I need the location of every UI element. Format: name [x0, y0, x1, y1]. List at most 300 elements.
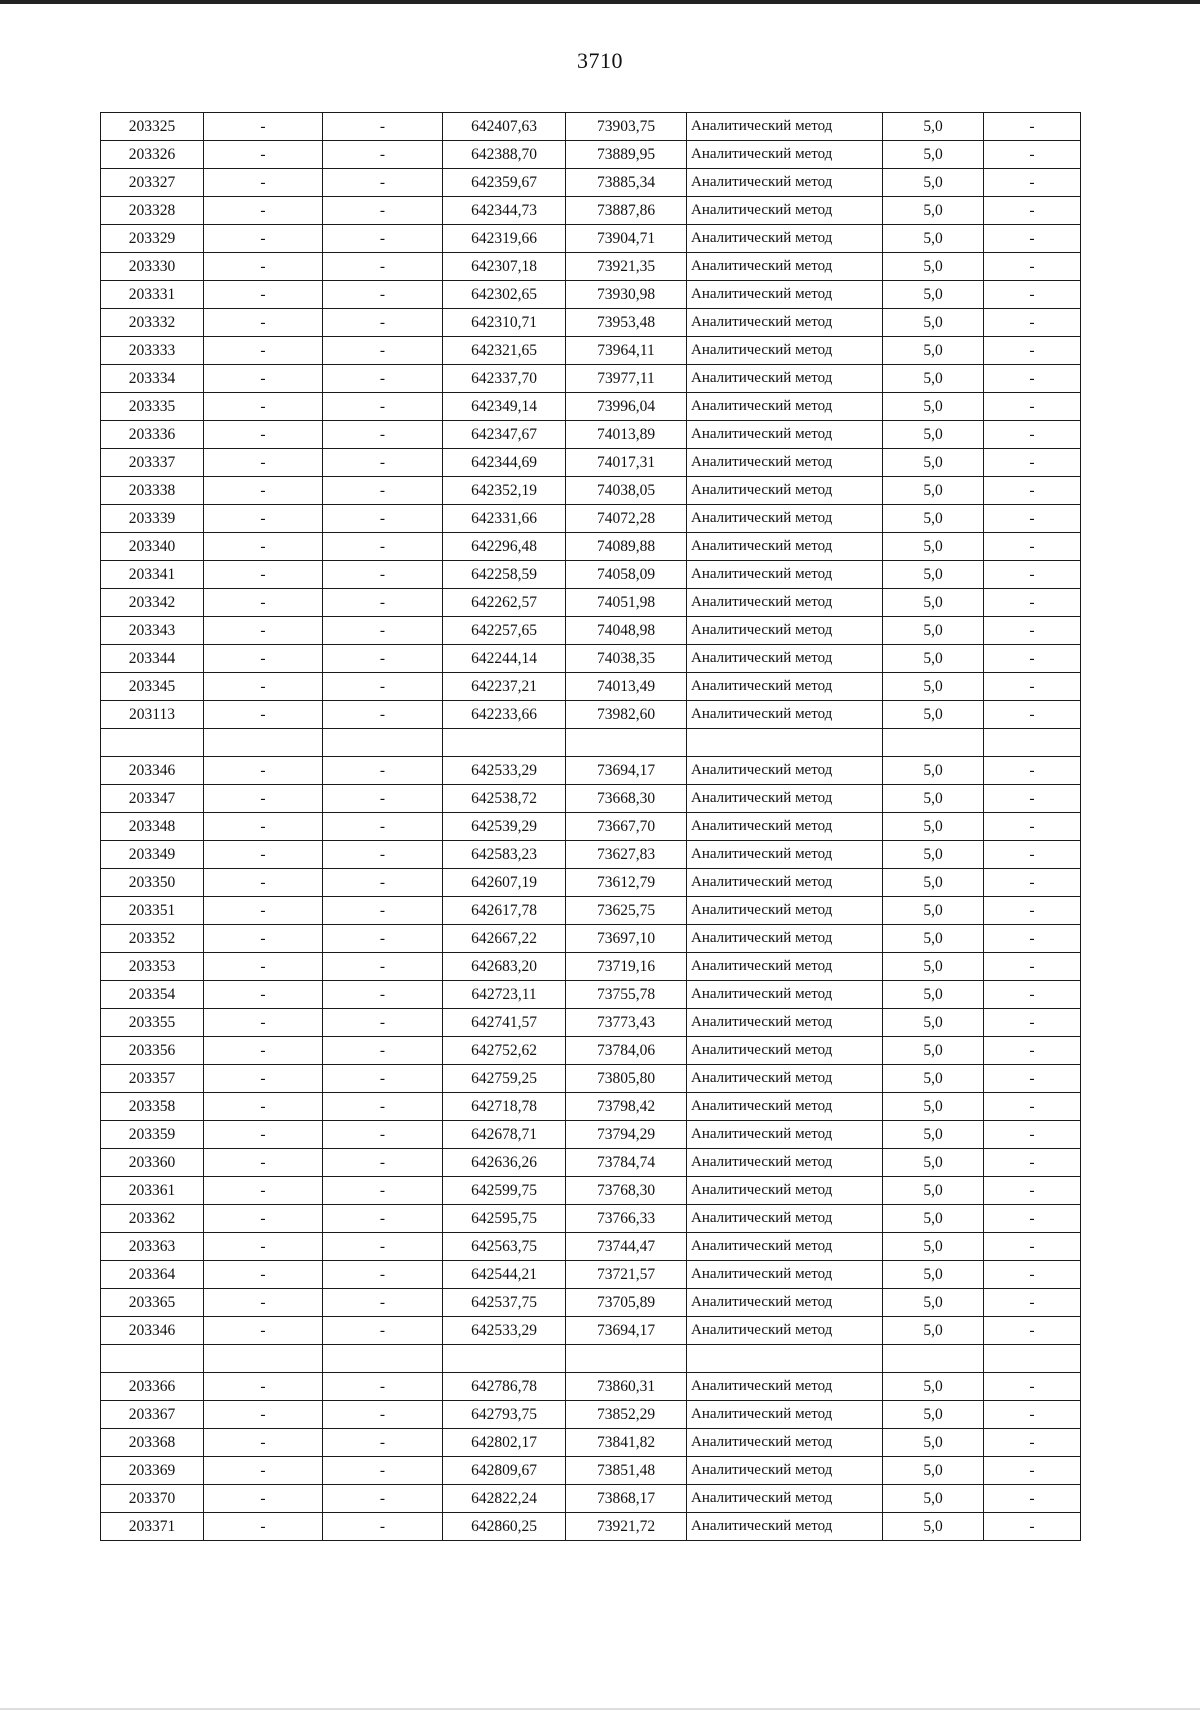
empty-value-cell: - — [323, 309, 443, 337]
empty-value-cell: - — [204, 309, 323, 337]
y-coordinate-cell: 73705,89 — [566, 1289, 687, 1317]
table-row — [101, 169, 1081, 197]
empty-value-cell: - — [323, 225, 443, 253]
x-coordinate-cell: 642319,66 — [443, 225, 566, 253]
precision-cell: 5,0 — [883, 645, 984, 673]
point-id-cell: 203350 — [101, 869, 204, 897]
point-id-cell: 203339 — [101, 505, 204, 533]
y-coordinate-cell: 73612,79 — [566, 869, 687, 897]
table-row — [101, 1177, 1081, 1205]
table-row — [101, 1121, 1081, 1149]
empty-value-cell: - — [984, 505, 1081, 533]
method-cell: Аналитический метод — [687, 337, 883, 365]
point-id-cell: 203113 — [101, 701, 204, 729]
precision-cell: 5,0 — [883, 589, 984, 617]
empty-value-cell: - — [204, 197, 323, 225]
method-cell: Аналитический метод — [687, 253, 883, 281]
method-cell: Аналитический метод — [687, 1093, 883, 1121]
empty-value-cell: - — [984, 869, 1081, 897]
y-coordinate-cell: 73694,17 — [566, 1317, 687, 1345]
empty-value-cell: - — [323, 141, 443, 169]
x-coordinate-cell: 642310,71 — [443, 309, 566, 337]
x-coordinate-cell: 642344,73 — [443, 197, 566, 225]
empty-value-cell: - — [204, 1177, 323, 1205]
precision-cell: 5,0 — [883, 757, 984, 785]
empty-value-cell: - — [323, 253, 443, 281]
precision-cell: 5,0 — [883, 281, 984, 309]
blank-cell — [204, 729, 323, 757]
empty-value-cell: - — [984, 589, 1081, 617]
point-id-cell: 203343 — [101, 617, 204, 645]
empty-value-cell: - — [323, 1289, 443, 1317]
empty-value-cell: - — [204, 505, 323, 533]
y-coordinate-cell: 74058,09 — [566, 561, 687, 589]
empty-value-cell: - — [204, 1457, 323, 1485]
empty-value-cell: - — [984, 1093, 1081, 1121]
precision-cell: 5,0 — [883, 701, 984, 729]
table-row — [101, 1317, 1081, 1345]
x-coordinate-cell: 642759,25 — [443, 1065, 566, 1093]
point-id-cell: 203342 — [101, 589, 204, 617]
method-cell: Аналитический метод — [687, 1121, 883, 1149]
point-id-cell: 203334 — [101, 365, 204, 393]
y-coordinate-cell: 73721,57 — [566, 1261, 687, 1289]
x-coordinate-cell: 642337,70 — [443, 365, 566, 393]
empty-value-cell: - — [204, 645, 323, 673]
y-coordinate-cell: 73921,35 — [566, 253, 687, 281]
precision-cell: 5,0 — [883, 309, 984, 337]
method-cell: Аналитический метод — [687, 981, 883, 1009]
method-cell: Аналитический метод — [687, 169, 883, 197]
precision-cell: 5,0 — [883, 1177, 984, 1205]
empty-value-cell: - — [204, 953, 323, 981]
empty-value-cell: - — [984, 281, 1081, 309]
x-coordinate-cell: 642537,75 — [443, 1289, 566, 1317]
empty-value-cell: - — [323, 785, 443, 813]
y-coordinate-cell: 73982,60 — [566, 701, 687, 729]
empty-value-cell: - — [984, 757, 1081, 785]
method-cell: Аналитический метод — [687, 1401, 883, 1429]
empty-value-cell: - — [204, 673, 323, 701]
bottom-scan-edge — [0, 1708, 1200, 1710]
empty-value-cell: - — [323, 925, 443, 953]
point-id-cell: 203362 — [101, 1205, 204, 1233]
point-id-cell: 203371 — [101, 1513, 204, 1541]
y-coordinate-cell: 73860,31 — [566, 1373, 687, 1401]
method-cell: Аналитический метод — [687, 197, 883, 225]
coordinates-table — [100, 112, 1081, 1541]
table-row — [101, 1093, 1081, 1121]
method-cell: Аналитический метод — [687, 393, 883, 421]
empty-value-cell: - — [984, 1037, 1081, 1065]
empty-value-cell: - — [323, 813, 443, 841]
empty-value-cell: - — [323, 477, 443, 505]
precision-cell: 5,0 — [883, 1261, 984, 1289]
x-coordinate-cell: 642533,29 — [443, 1317, 566, 1345]
y-coordinate-cell: 74051,98 — [566, 589, 687, 617]
precision-cell: 5,0 — [883, 1289, 984, 1317]
method-cell: Аналитический метод — [687, 141, 883, 169]
point-id-cell: 203333 — [101, 337, 204, 365]
blank-cell — [204, 1345, 323, 1373]
x-coordinate-cell: 642302,65 — [443, 281, 566, 309]
empty-value-cell: - — [984, 1121, 1081, 1149]
x-coordinate-cell: 642539,29 — [443, 813, 566, 841]
empty-value-cell: - — [204, 841, 323, 869]
blank-cell — [323, 1345, 443, 1373]
empty-value-cell: - — [984, 897, 1081, 925]
precision-cell: 5,0 — [883, 1149, 984, 1177]
empty-value-cell: - — [204, 1093, 323, 1121]
y-coordinate-cell: 73964,11 — [566, 337, 687, 365]
precision-cell: 5,0 — [883, 1401, 984, 1429]
table-row — [101, 785, 1081, 813]
empty-value-cell: - — [323, 505, 443, 533]
method-cell: Аналитический метод — [687, 477, 883, 505]
method-cell: Аналитический метод — [687, 1205, 883, 1233]
empty-value-cell: - — [984, 169, 1081, 197]
empty-value-cell: - — [323, 1485, 443, 1513]
point-id-cell: 203349 — [101, 841, 204, 869]
x-coordinate-cell: 642258,59 — [443, 561, 566, 589]
empty-value-cell: - — [204, 925, 323, 953]
point-id-cell: 203365 — [101, 1289, 204, 1317]
precision-cell: 5,0 — [883, 813, 984, 841]
empty-value-cell: - — [984, 113, 1081, 141]
method-cell: Аналитический метод — [687, 673, 883, 701]
empty-value-cell: - — [323, 897, 443, 925]
empty-value-cell: - — [323, 1373, 443, 1401]
empty-value-cell: - — [984, 1457, 1081, 1485]
point-id-cell: 203356 — [101, 1037, 204, 1065]
precision-cell: 5,0 — [883, 393, 984, 421]
method-cell: Аналитический метод — [687, 533, 883, 561]
y-coordinate-cell: 73794,29 — [566, 1121, 687, 1149]
precision-cell: 5,0 — [883, 197, 984, 225]
method-cell: Аналитический метод — [687, 897, 883, 925]
blank-cell — [566, 1345, 687, 1373]
empty-value-cell: - — [323, 673, 443, 701]
y-coordinate-cell: 74072,28 — [566, 505, 687, 533]
empty-value-cell: - — [323, 1093, 443, 1121]
precision-cell: 5,0 — [883, 449, 984, 477]
empty-value-cell: - — [204, 1009, 323, 1037]
x-coordinate-cell: 642667,22 — [443, 925, 566, 953]
x-coordinate-cell: 642233,66 — [443, 701, 566, 729]
point-id-cell: 203338 — [101, 477, 204, 505]
empty-value-cell: - — [323, 365, 443, 393]
method-cell: Аналитический метод — [687, 505, 883, 533]
table-row — [101, 1037, 1081, 1065]
table-row — [101, 1401, 1081, 1429]
page-number: 3710 — [577, 48, 623, 73]
precision-cell: 5,0 — [883, 1429, 984, 1457]
y-coordinate-cell: 73766,33 — [566, 1205, 687, 1233]
y-coordinate-cell: 74038,05 — [566, 477, 687, 505]
empty-value-cell: - — [323, 1513, 443, 1541]
y-coordinate-cell: 73744,47 — [566, 1233, 687, 1261]
empty-value-cell: - — [204, 1065, 323, 1093]
empty-value-cell: - — [323, 1177, 443, 1205]
x-coordinate-cell: 642359,67 — [443, 169, 566, 197]
x-coordinate-cell: 642678,71 — [443, 1121, 566, 1149]
x-coordinate-cell: 642718,78 — [443, 1093, 566, 1121]
point-id-cell: 203360 — [101, 1149, 204, 1177]
y-coordinate-cell: 73885,34 — [566, 169, 687, 197]
y-coordinate-cell: 73719,16 — [566, 953, 687, 981]
table-row — [101, 1205, 1081, 1233]
empty-value-cell: - — [984, 1317, 1081, 1345]
empty-value-cell: - — [984, 1373, 1081, 1401]
table-row — [101, 1457, 1081, 1485]
empty-value-cell: - — [204, 365, 323, 393]
x-coordinate-cell: 642636,26 — [443, 1149, 566, 1177]
x-coordinate-cell: 642407,63 — [443, 113, 566, 141]
y-coordinate-cell: 73773,43 — [566, 1009, 687, 1037]
empty-value-cell: - — [984, 1009, 1081, 1037]
empty-value-cell: - — [984, 813, 1081, 841]
point-id-cell: 203340 — [101, 533, 204, 561]
table-row — [101, 757, 1081, 785]
empty-value-cell: - — [204, 169, 323, 197]
empty-value-cell: - — [204, 617, 323, 645]
method-cell: Аналитический метод — [687, 785, 883, 813]
empty-value-cell: - — [204, 1233, 323, 1261]
x-coordinate-cell: 642347,67 — [443, 421, 566, 449]
y-coordinate-cell: 73889,95 — [566, 141, 687, 169]
empty-value-cell: - — [984, 1401, 1081, 1429]
table-row — [101, 1009, 1081, 1037]
method-cell: Аналитический метод — [687, 1149, 883, 1177]
table-row — [101, 393, 1081, 421]
x-coordinate-cell: 642388,70 — [443, 141, 566, 169]
point-id-cell: 203336 — [101, 421, 204, 449]
empty-value-cell: - — [204, 253, 323, 281]
x-coordinate-cell: 642617,78 — [443, 897, 566, 925]
empty-value-cell: - — [323, 841, 443, 869]
empty-value-cell: - — [204, 225, 323, 253]
table-row — [101, 813, 1081, 841]
x-coordinate-cell: 642257,65 — [443, 617, 566, 645]
method-cell: Аналитический метод — [687, 701, 883, 729]
table-row — [101, 897, 1081, 925]
point-id-cell: 203354 — [101, 981, 204, 1009]
method-cell: Аналитический метод — [687, 757, 883, 785]
point-id-cell: 203330 — [101, 253, 204, 281]
table-row — [101, 253, 1081, 281]
empty-value-cell: - — [204, 449, 323, 477]
method-cell: Аналитический метод — [687, 1177, 883, 1205]
precision-cell: 5,0 — [883, 1317, 984, 1345]
empty-value-cell: - — [984, 421, 1081, 449]
point-id-cell: 203353 — [101, 953, 204, 981]
method-cell: Аналитический метод — [687, 309, 883, 337]
table-row — [101, 365, 1081, 393]
empty-value-cell: - — [984, 785, 1081, 813]
empty-value-cell: - — [323, 1457, 443, 1485]
point-id-cell: 203326 — [101, 141, 204, 169]
x-coordinate-cell: 642563,75 — [443, 1233, 566, 1261]
method-cell: Аналитический метод — [687, 953, 883, 981]
table-row — [101, 281, 1081, 309]
point-id-cell: 203364 — [101, 1261, 204, 1289]
method-cell: Аналитический метод — [687, 925, 883, 953]
y-coordinate-cell: 74048,98 — [566, 617, 687, 645]
precision-cell: 5,0 — [883, 421, 984, 449]
empty-value-cell: - — [984, 645, 1081, 673]
empty-value-cell: - — [323, 701, 443, 729]
blank-cell — [687, 729, 883, 757]
empty-value-cell: - — [323, 197, 443, 225]
empty-value-cell: - — [204, 1373, 323, 1401]
empty-value-cell: - — [204, 869, 323, 897]
empty-value-cell: - — [984, 617, 1081, 645]
point-id-cell: 203366 — [101, 1373, 204, 1401]
empty-value-cell: - — [323, 1401, 443, 1429]
table-row — [101, 1149, 1081, 1177]
table-row — [101, 113, 1081, 141]
empty-value-cell: - — [204, 1149, 323, 1177]
y-coordinate-cell: 73625,75 — [566, 897, 687, 925]
blank-cell — [443, 729, 566, 757]
x-coordinate-cell: 642793,75 — [443, 1401, 566, 1429]
empty-value-cell: - — [984, 1149, 1081, 1177]
method-cell: Аналитический метод — [687, 1037, 883, 1065]
y-coordinate-cell: 73852,29 — [566, 1401, 687, 1429]
empty-value-cell: - — [984, 337, 1081, 365]
y-coordinate-cell: 74013,89 — [566, 421, 687, 449]
empty-value-cell: - — [204, 589, 323, 617]
empty-value-cell: - — [204, 1429, 323, 1457]
x-coordinate-cell: 642860,25 — [443, 1513, 566, 1541]
precision-cell: 5,0 — [883, 1121, 984, 1149]
empty-value-cell: - — [984, 253, 1081, 281]
precision-cell: 5,0 — [883, 505, 984, 533]
x-coordinate-cell: 642802,17 — [443, 1429, 566, 1457]
precision-cell: 5,0 — [883, 561, 984, 589]
empty-value-cell: - — [323, 393, 443, 421]
empty-value-cell: - — [323, 645, 443, 673]
x-coordinate-cell: 642262,57 — [443, 589, 566, 617]
y-coordinate-cell: 73930,98 — [566, 281, 687, 309]
y-coordinate-cell: 73887,86 — [566, 197, 687, 225]
x-coordinate-cell: 642595,75 — [443, 1205, 566, 1233]
empty-value-cell: - — [323, 757, 443, 785]
method-cell: Аналитический метод — [687, 1261, 883, 1289]
precision-cell: 5,0 — [883, 1009, 984, 1037]
blank-cell — [566, 729, 687, 757]
point-id-cell: 203325 — [101, 113, 204, 141]
empty-value-cell: - — [984, 1485, 1081, 1513]
precision-cell: 5,0 — [883, 337, 984, 365]
empty-value-cell: - — [204, 701, 323, 729]
table-row — [101, 141, 1081, 169]
empty-value-cell: - — [323, 281, 443, 309]
empty-value-cell: - — [323, 1205, 443, 1233]
precision-cell: 5,0 — [883, 1233, 984, 1261]
empty-value-cell: - — [323, 421, 443, 449]
method-cell: Аналитический метод — [687, 1317, 883, 1345]
table-row — [101, 225, 1081, 253]
precision-cell: 5,0 — [883, 113, 984, 141]
table-row — [101, 505, 1081, 533]
point-id-cell: 203355 — [101, 1009, 204, 1037]
empty-value-cell: - — [323, 113, 443, 141]
empty-value-cell: - — [204, 757, 323, 785]
method-cell: Аналитический метод — [687, 561, 883, 589]
empty-value-cell: - — [984, 981, 1081, 1009]
empty-value-cell: - — [204, 1289, 323, 1317]
point-id-cell: 203346 — [101, 757, 204, 785]
blank-cell — [883, 729, 984, 757]
empty-value-cell: - — [204, 477, 323, 505]
y-coordinate-cell: 73977,11 — [566, 365, 687, 393]
x-coordinate-cell: 642538,72 — [443, 785, 566, 813]
empty-value-cell: - — [984, 533, 1081, 561]
x-coordinate-cell: 642583,23 — [443, 841, 566, 869]
blank-cell — [443, 1345, 566, 1373]
x-coordinate-cell: 642344,69 — [443, 449, 566, 477]
precision-cell: 5,0 — [883, 141, 984, 169]
method-cell: Аналитический метод — [687, 421, 883, 449]
y-coordinate-cell: 74013,49 — [566, 673, 687, 701]
point-id-cell: 203332 — [101, 309, 204, 337]
empty-value-cell: - — [323, 953, 443, 981]
empty-value-cell: - — [323, 1429, 443, 1457]
table-row — [101, 1485, 1081, 1513]
method-cell: Аналитический метод — [687, 365, 883, 393]
y-coordinate-cell: 74017,31 — [566, 449, 687, 477]
empty-value-cell: - — [984, 393, 1081, 421]
x-coordinate-cell: 642822,24 — [443, 1485, 566, 1513]
table-row — [101, 953, 1081, 981]
x-coordinate-cell: 642533,29 — [443, 757, 566, 785]
point-id-cell: 203363 — [101, 1233, 204, 1261]
table-row — [101, 589, 1081, 617]
y-coordinate-cell: 73697,10 — [566, 925, 687, 953]
empty-value-cell: - — [984, 841, 1081, 869]
table-row — [101, 869, 1081, 897]
empty-value-cell: - — [323, 533, 443, 561]
y-coordinate-cell: 73694,17 — [566, 757, 687, 785]
method-cell: Аналитический метод — [687, 869, 883, 897]
blank-cell — [687, 1345, 883, 1373]
method-cell: Аналитический метод — [687, 589, 883, 617]
x-coordinate-cell: 642741,57 — [443, 1009, 566, 1037]
empty-value-cell: - — [204, 421, 323, 449]
method-cell: Аналитический метод — [687, 617, 883, 645]
precision-cell: 5,0 — [883, 1485, 984, 1513]
empty-value-cell: - — [204, 785, 323, 813]
empty-value-cell: - — [323, 337, 443, 365]
x-coordinate-cell: 642786,78 — [443, 1373, 566, 1401]
table-row — [101, 1233, 1081, 1261]
precision-cell: 5,0 — [883, 533, 984, 561]
empty-value-cell: - — [984, 925, 1081, 953]
method-cell: Аналитический метод — [687, 1009, 883, 1037]
method-cell: Аналитический метод — [687, 225, 883, 253]
x-coordinate-cell: 642237,21 — [443, 673, 566, 701]
separator-row — [101, 729, 1081, 757]
y-coordinate-cell: 73798,42 — [566, 1093, 687, 1121]
table-row — [101, 1261, 1081, 1289]
empty-value-cell: - — [323, 617, 443, 645]
x-coordinate-cell: 642307,18 — [443, 253, 566, 281]
empty-value-cell: - — [323, 561, 443, 589]
table-row — [101, 617, 1081, 645]
point-id-cell: 203329 — [101, 225, 204, 253]
empty-value-cell: - — [204, 1485, 323, 1513]
